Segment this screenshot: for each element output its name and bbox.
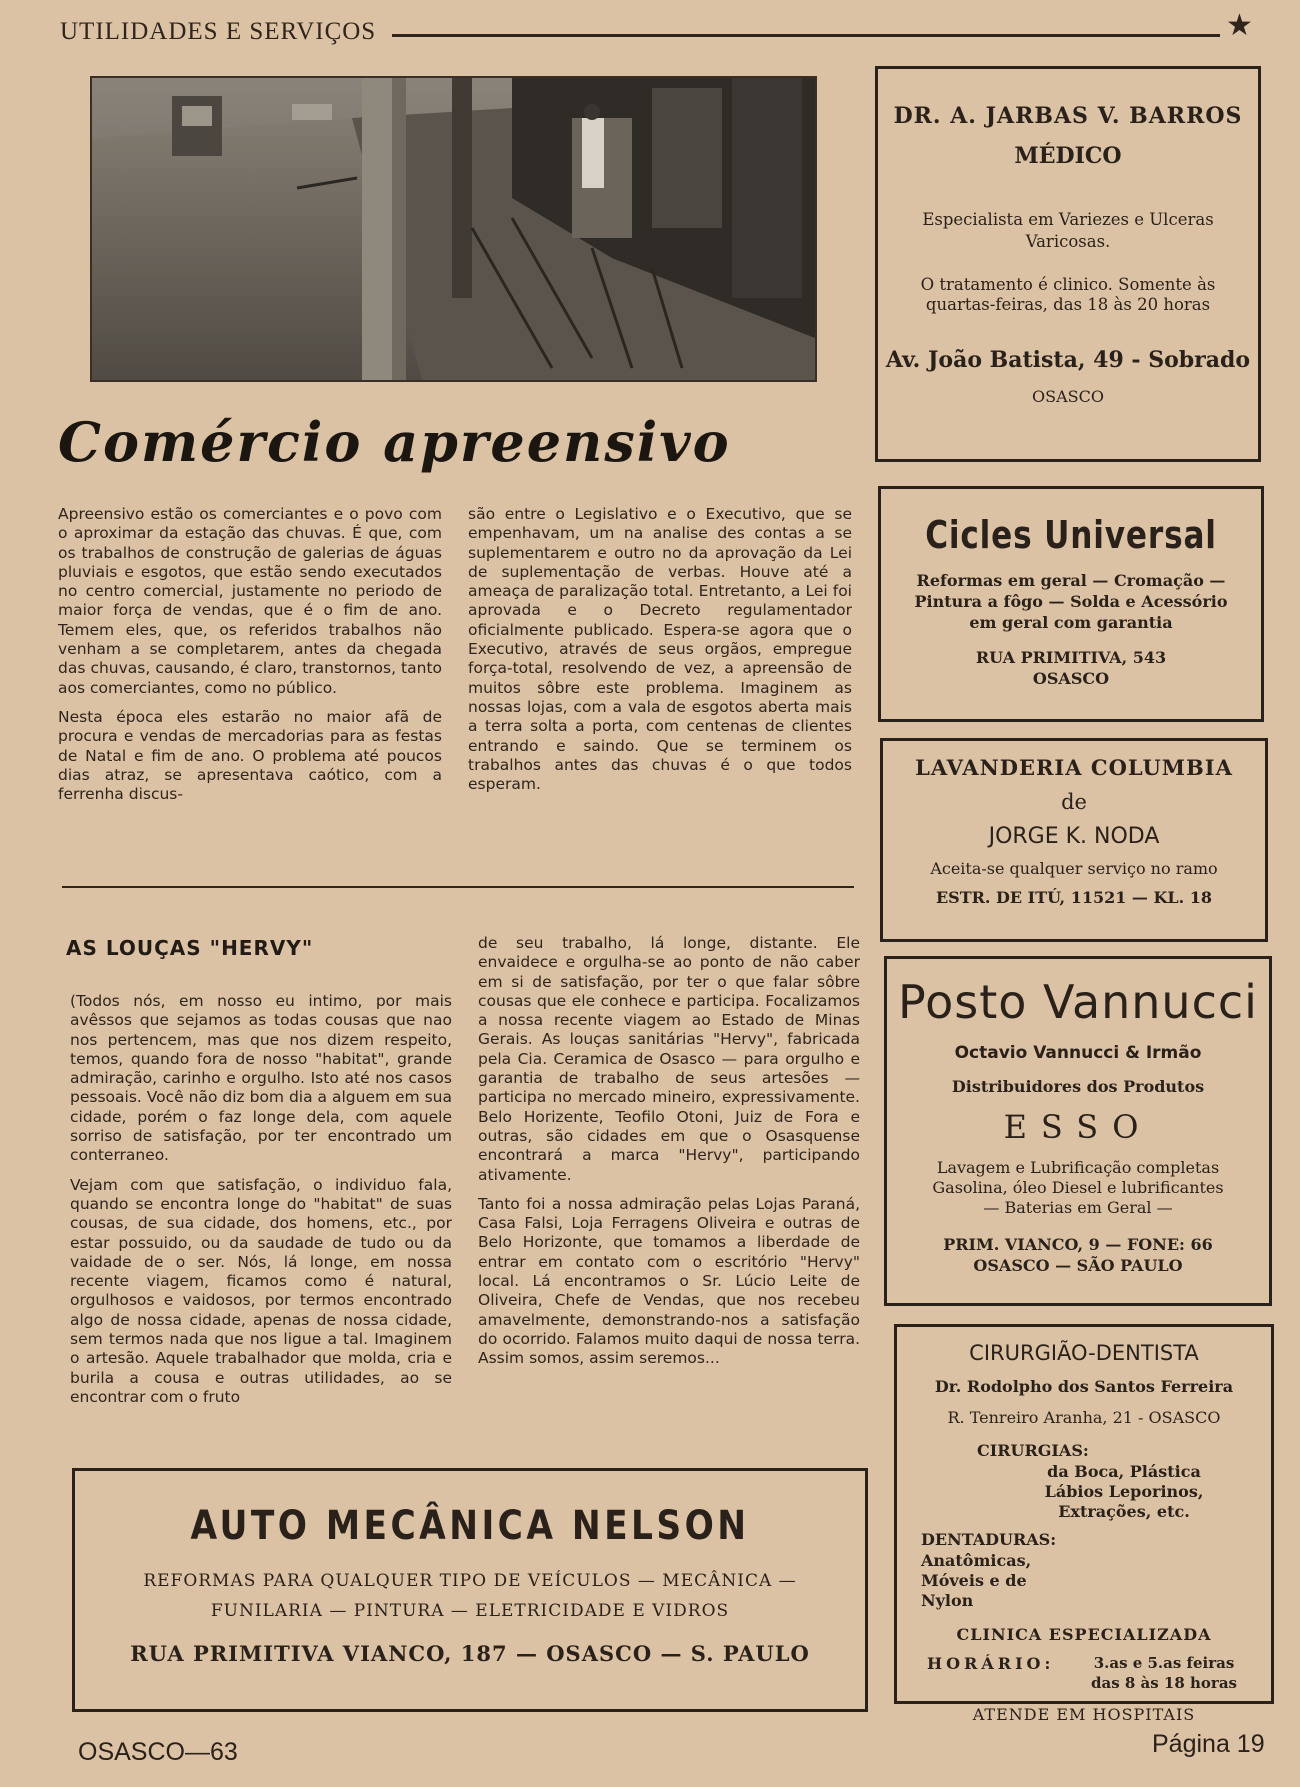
- section-divider: [62, 886, 854, 888]
- ad-city: OSASCO: [1032, 387, 1104, 406]
- paragraph: de seu trabalho, lá longe, distante. Ele envaidece e orgulha-se ao ponto de não caber em si de satisfação, por ter o que falar sôbre cousas que ele conhece e participa. Focalizamos a nossa recente viagem ao Estado de Minas Gerais. As louças sanitárias "Hervy", fabricada pela Cia. Ceramica de Osasco — para orgulho e garantia de trabalho de seus artesões — participa no mercado mineiro, expressivamente. Belo Horizente, Teofilo Otoni, Juiz de Fora e outras, são cidades em que o Osasquense encontrará a marca "Hervy", participando ativamente.: [478, 934, 860, 1184]
- ad-line: FUNILARIA — PINTURA — ELETRICIDADE E VIDROS: [210, 1601, 730, 1621]
- star-icon: ★: [1226, 8, 1253, 43]
- ad-brand: ESSO: [1003, 1108, 1153, 1146]
- paragraph: Vejam com que satisfação, o individuo fala, quando se encontra longe do "habitat" de suas cousas, de sua cidade, dos homens, etc., por estar possuido, ou da saudade de tudo ou da vaidade de o ser. Nós, lá longe, em nossa recente viagem, ficamos como é natural, orgulhosos e vaidosos, por termos encontrado algo de nossa cidade, apenas de nossa cidade, sem termos nada que nos ligue a tal. Imaginem o artesão. Aquele trabalhador que molda, cria e burila a cousa e outras utilidades, ao se encontrar com o fruto: [70, 1175, 452, 1406]
- ad-name: AUTO MECÂNICA NELSON: [190, 1503, 750, 1549]
- ad-dentaduras-label: DENTADURAS:: [921, 1530, 1057, 1549]
- article2-column-1: [70, 992, 452, 1417]
- ad-cirurgiao-dentista: [894, 1324, 1274, 1724]
- ad-line: REFORMAS PARA QUALQUER TIPO DE VEÍCULOS — MECÂNICA —: [143, 1571, 797, 1591]
- street-photo-drawing: [92, 78, 815, 380]
- ad-service: Aceita-se qualquer serviço no ramo: [930, 859, 1218, 878]
- ad-address: Av. João Batista, 49 - Sobrado: [885, 347, 1251, 373]
- ad-posto-vannucci: [884, 956, 1272, 1306]
- ad-batteries: — Baterias em Geral —: [983, 1198, 1173, 1217]
- ad-owners: Octavio Vannucci & Irmão: [954, 1043, 1202, 1063]
- ad-lavanderia-columbia: [880, 738, 1268, 942]
- ad-owner: JORGE K. NODA: [988, 824, 1160, 849]
- ad-schedule: O tratamento é clinico. Somente às quartas-feiras, das 18 às 20 horas: [920, 275, 1216, 314]
- ad-services: Lavagem e Lubrificação completas Gasolina, óleo Diesel e lubrificantes: [932, 1158, 1224, 1197]
- paragraph: (Todos nós, em nosso eu intimo, por mais avêssos que sejamos as todas cousas que nao nos pertencem, mas que nos dizem respeito, temos, quando fora de nosso "habitat", grande admiração, carinho e orgulho. Isto até nos casos pessoais. Você não diz bom dia a alguem em sua cidade, porém o faz longe dela, com aquele sorriso de satisfação, por ter encontrado um conterraneo.: [70, 992, 452, 1165]
- paragraph: são entre o Legislativo e o Executivo, que se empenhavam, um na analise des contas a se suplementarem e outro no da aprovação da Lei de suplementação de verbas. Houve até a ameaça de paralização total. Entretanto, a Lei foi aprovada e o Decreto regulamentador oficialmente publicado. Espera-se agora que o Executivo, através de seus orgãos, empregue força-total, resolvendo de vez, a apreensão de muitos sôbre este problema. Imaginem as nossas lojas, com a vala de esgotos aberta mais a terra solta a porta, com centenas de clientes entrando e saindo. Que se terminem os trabalhos antes das chuvas é o que todos esperam.: [468, 505, 852, 794]
- ad-title: MÉDICO: [1014, 143, 1122, 169]
- ad-name: DR. A. JARBAS V. BARROS: [893, 103, 1243, 129]
- ad-de: de: [1061, 790, 1087, 814]
- paragraph: Tanto foi a nossa admiração pelas Lojas Paraná, Casa Falsi, Loja Ferragens Oliveira e outras de Belo Horizonte, que tomamos a liberdade de entrar em contato com o escritório "Hervy" local. Lá encontramos o Sr. Lúcio Leite de Oliveira, Chefe de Vendas, que nos recebeu amavelmente, demonstrando-nos a satisfação do ocorrido. Falamos muito daqui de nossa terra. Assim somos, assim seremos...: [478, 1194, 860, 1368]
- ad-name: Posto Vannucci: [898, 975, 1258, 1029]
- ad-specialty: Especialista em Variezes e Ulceras Varicosas.: [922, 210, 1214, 251]
- ad-dentaduras: Anatômicas, Móveis e de Nylon: [921, 1551, 1032, 1610]
- ad-cirurgias: da Boca, Plástica Lábios Leporinos, Extrações, etc.: [1044, 1462, 1204, 1521]
- page-number: Página 19: [1152, 1730, 1265, 1758]
- ad-name: Cicles Universal: [925, 513, 1217, 557]
- paragraph: Nesta época eles estarão no maior afã de procura e vendas de mercadorias para as festas de Natal e fim de ano. O problema até poucos dias atraz, se apresentava caótico, com a ferrenha discus-: [58, 707, 442, 804]
- ad-distrib: Distribuidores dos Produtos: [951, 1077, 1205, 1096]
- ad-dr-barros: [875, 66, 1261, 462]
- header-rule: [392, 34, 1220, 37]
- street-photo: [90, 76, 817, 382]
- ad-auto-mecanica-nelson: [72, 1468, 868, 1712]
- ad-address: R. Tenreiro Aranha, 21 - OSASCO: [947, 1408, 1221, 1427]
- issue-label: OSASCO—63: [78, 1738, 238, 1766]
- ad-hospitals: ATENDE EM HOSPITAIS: [972, 1705, 1196, 1724]
- article2-heading: AS LOUÇAS "HERVY": [66, 936, 314, 960]
- headline: Comércio apreensivo: [58, 410, 731, 474]
- ad-horario: 3.as e 5.as feiras das 8 às 18 horas: [1091, 1654, 1237, 1692]
- paragraph: Apreensivo estão os comerciantes e o povo com o aproximar da estação das chuvas. É que, com os trabalhos de construção de galerias de águas pluviais e esgotos, que estão sendo executados no centro comercial, justamente no periodo de maior força de vendas, que é o fim de ano. Temem eles, que, os referidos trabalhos não venham a se completarem, antes da chegada das chuvas, causando, é claro, transtornos, tanto aos comerciantes, como no público.: [58, 505, 442, 697]
- section-title: UTILIDADES E SERVIÇOS: [60, 18, 377, 45]
- ad-city: OSASCO: [1032, 669, 1110, 688]
- ad-address: RUA PRIMITIVA, 543: [975, 648, 1167, 667]
- ad-title: CIRURGIÃO-DENTISTA: [969, 1341, 1199, 1365]
- ad-address: RUA PRIMITIVA VIANCO, 187 — OSASCO — S. PAULO: [130, 1641, 810, 1666]
- ad-address: PRIM. VIANCO, 9 — FONE: 66: [943, 1235, 1213, 1254]
- ad-cirurgias-label: CIRURGIAS:: [977, 1441, 1089, 1460]
- ad-horario-label: HORÁRIO:: [927, 1654, 1055, 1673]
- ad-city: OSASCO — SÃO PAULO: [973, 1256, 1183, 1275]
- ad-cicles-universal: [878, 486, 1264, 722]
- ad-clinic: CLINICA ESPECIALIZADA: [956, 1625, 1212, 1644]
- article1-column-2: [468, 505, 852, 804]
- ad-line: Pintura a fôgo — Solda e Acessório: [914, 592, 1228, 611]
- ad-address: ESTR. DE ITÚ, 11521 — KL. 18: [935, 888, 1213, 907]
- ad-line: em geral com garantia: [969, 613, 1173, 632]
- ad-name: Dr. Rodolpho dos Santos Ferreira: [934, 1377, 1234, 1396]
- article1-column-1: [58, 505, 442, 814]
- ad-name: LAVANDERIA COLUMBIA: [915, 755, 1233, 780]
- ad-line: Reformas em geral — Cromação —: [916, 571, 1226, 590]
- article2-column-2: [478, 934, 860, 1379]
